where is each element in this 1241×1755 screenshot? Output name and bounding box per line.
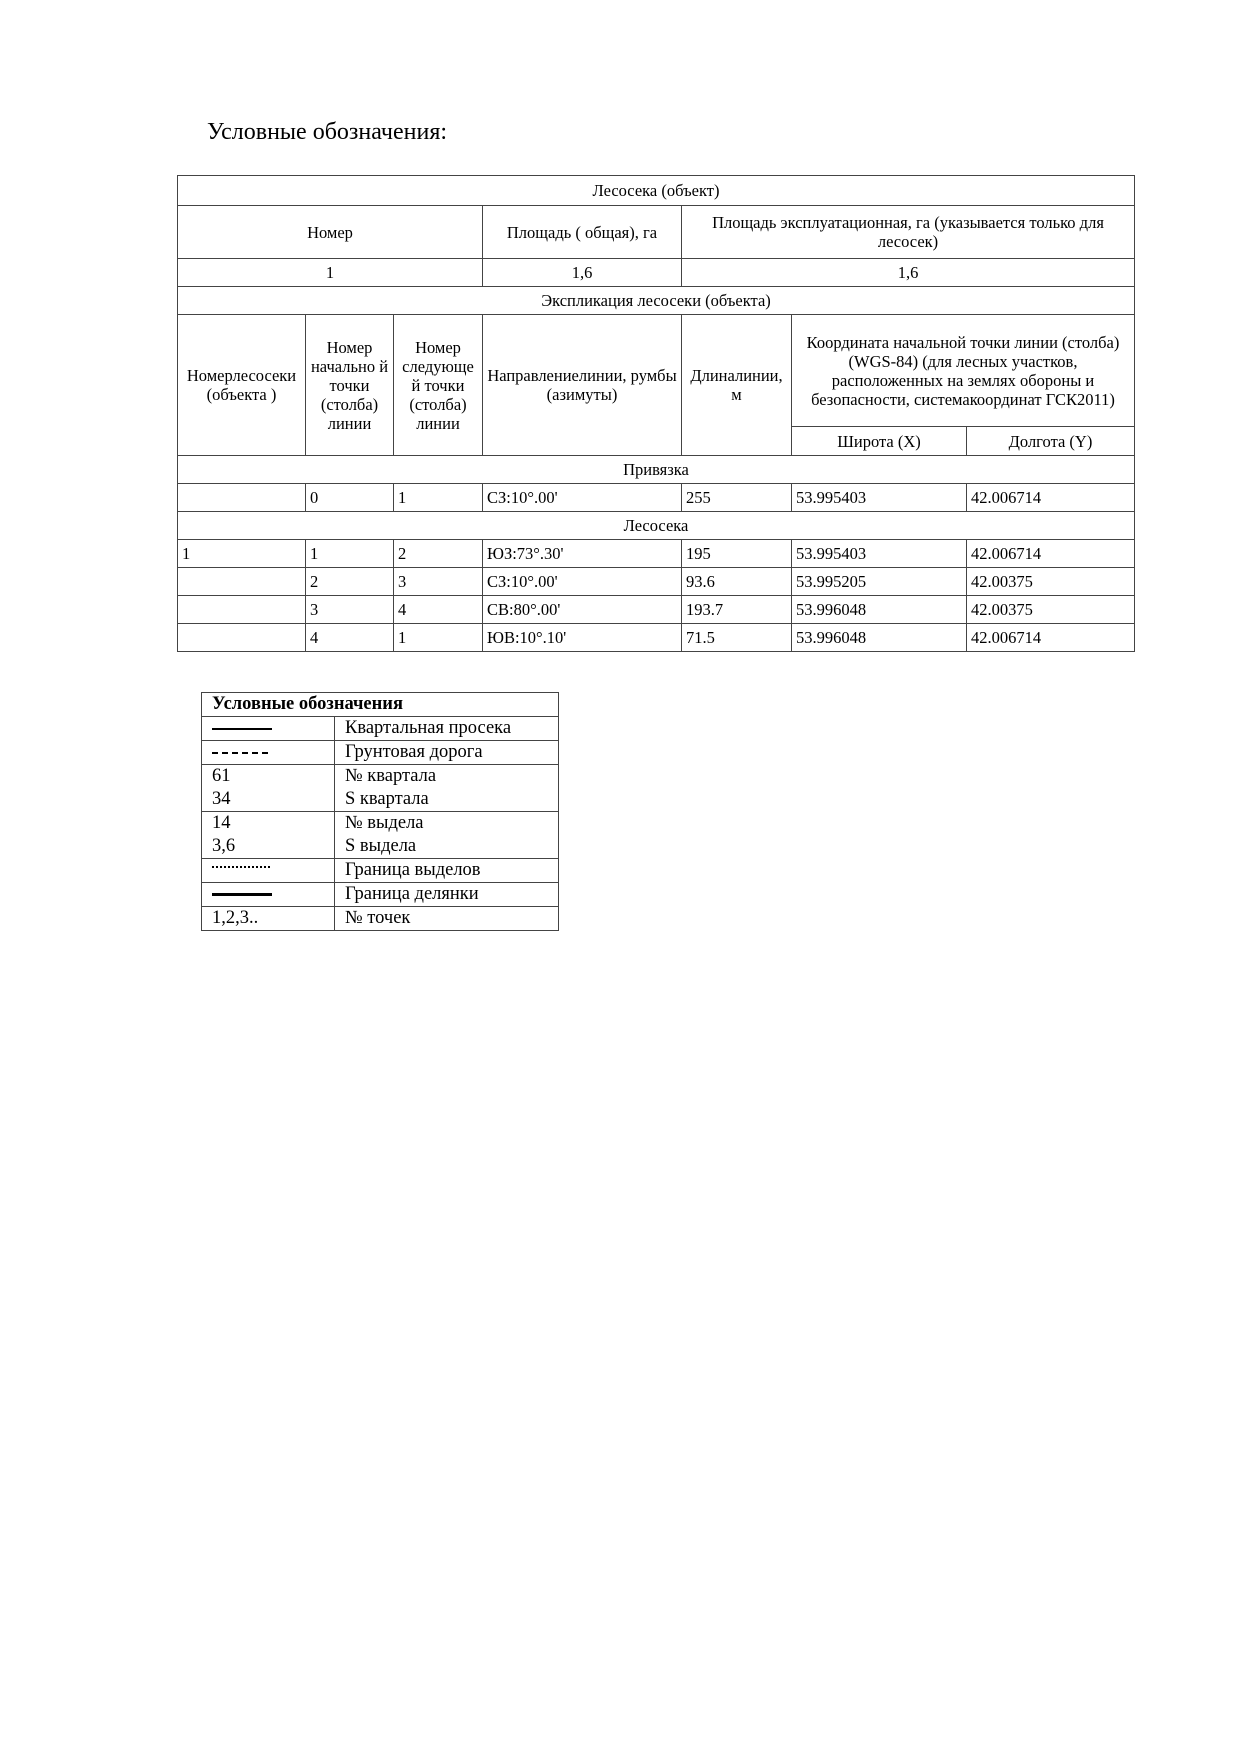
legend-row xyxy=(202,741,559,765)
header-object: Лесосека (объект) xyxy=(178,176,1135,206)
legend-row xyxy=(202,812,559,859)
cell-lon: 42.006714 xyxy=(967,484,1135,512)
header-number: Номер xyxy=(178,206,483,259)
header-plot-number: Номерлесосеки (объекта ) xyxy=(178,315,306,456)
cell-lon: 42.006714 xyxy=(967,540,1135,568)
cell-next: 2 xyxy=(394,540,483,568)
legend-label: Грунтовая дорога xyxy=(335,741,559,765)
legend-label xyxy=(335,812,559,859)
value-area-exploit: 1,6 xyxy=(682,259,1135,287)
table-row xyxy=(178,624,1135,652)
legend-label xyxy=(335,765,559,812)
page-title: Условные обозначения: xyxy=(207,119,448,145)
section-binding: Привязка xyxy=(178,456,1135,484)
dotted-line-icon xyxy=(212,866,270,868)
cell-plot: 1 xyxy=(178,540,306,568)
cell-length: 193.7 xyxy=(682,596,792,624)
value-area-total: 1,6 xyxy=(483,259,682,287)
cell-lon: 42.00375 xyxy=(967,568,1135,596)
legend-label-bottom: S квартала xyxy=(345,789,429,809)
cell-lon: 42.006714 xyxy=(967,624,1135,652)
legend-row xyxy=(202,717,559,741)
header-area-exploit: Площадь эксплуатационная, га (указывается только для лесосек) xyxy=(682,206,1135,259)
legend-label-bottom: S выдела xyxy=(345,836,417,856)
header-next-point: Номер следующе й точки (столба) линии xyxy=(394,315,483,456)
legend-symbol xyxy=(202,859,335,883)
cell-direction: СЗ:10°.00' xyxy=(483,568,682,596)
legend-label-top: № квартала xyxy=(345,766,437,786)
cell-lat: 53.995403 xyxy=(792,484,967,512)
cell-length: 195 xyxy=(682,540,792,568)
header-area-total: Площадь ( общая), га xyxy=(483,206,682,259)
legend-label: № точек xyxy=(335,907,559,931)
legend-symbol-top: 61 xyxy=(212,766,231,786)
thick-line-icon xyxy=(212,893,272,896)
plot-table xyxy=(177,175,1135,652)
legend-symbol xyxy=(202,765,335,812)
table-row xyxy=(178,484,1135,512)
legend-table xyxy=(201,692,559,931)
cell-start: 0 xyxy=(306,484,394,512)
cell-length: 255 xyxy=(682,484,792,512)
legend-label-top: № выдела xyxy=(345,813,424,833)
cell-lon: 42.00375 xyxy=(967,596,1135,624)
legend-row xyxy=(202,859,559,883)
legend-label: Граница выделов xyxy=(335,859,559,883)
cell-start: 1 xyxy=(306,540,394,568)
legend-label: Граница делянки xyxy=(335,883,559,907)
cell-direction: ЮВ:10°.10' xyxy=(483,624,682,652)
value-number: 1 xyxy=(178,259,483,287)
cell-lat: 53.995403 xyxy=(792,540,967,568)
legend-symbol xyxy=(202,717,335,741)
explication-title: Экспликация лесосеки (объекта) xyxy=(178,287,1135,315)
table-row xyxy=(178,596,1135,624)
legend-symbol: 1,2,3.. xyxy=(202,907,335,931)
cell-length: 71.5 xyxy=(682,624,792,652)
solid-line-icon xyxy=(212,728,272,730)
table-row xyxy=(178,568,1135,596)
cell-direction: СЗ:10°.00' xyxy=(483,484,682,512)
cell-plot xyxy=(178,484,306,512)
dashed-line-icon xyxy=(212,752,268,754)
cell-lat: 53.995205 xyxy=(792,568,967,596)
cell-next: 1 xyxy=(394,484,483,512)
legend-symbol-bottom: 34 xyxy=(212,789,231,809)
cell-direction: СВ:80°.00' xyxy=(483,596,682,624)
legend-symbol xyxy=(202,883,335,907)
section-plot: Лесосека xyxy=(178,512,1135,540)
legend-row xyxy=(202,907,559,931)
cell-next: 1 xyxy=(394,624,483,652)
header-direction: Направлениелинии, румбы (азимуты) xyxy=(483,315,682,456)
legend-symbol-top: 14 xyxy=(212,813,231,833)
legend-title: Условные обозначения xyxy=(202,693,559,717)
table-row xyxy=(178,540,1135,568)
legend-label: Квартальная просека xyxy=(335,717,559,741)
cell-lat: 53.996048 xyxy=(792,624,967,652)
legend-symbol xyxy=(202,741,335,765)
header-coordinate: Координата начальной точки линии (столба) (WGS-84) (для лесных участков, расположенных на землях обороны и безопасности, системакоординат ГСК2011) xyxy=(792,315,1135,427)
cell-next: 3 xyxy=(394,568,483,596)
cell-lat: 53.996048 xyxy=(792,596,967,624)
header-longitude: Долгота (Y) xyxy=(967,427,1135,456)
cell-start: 2 xyxy=(306,568,394,596)
legend-row xyxy=(202,883,559,907)
cell-plot xyxy=(178,596,306,624)
cell-direction: ЮЗ:73°.30' xyxy=(483,540,682,568)
legend-row xyxy=(202,765,559,812)
legend-symbol-bottom: 3,6 xyxy=(212,836,236,856)
header-latitude: Широта (X) xyxy=(792,427,967,456)
legend-symbol xyxy=(202,812,335,859)
cell-length: 93.6 xyxy=(682,568,792,596)
cell-start: 4 xyxy=(306,624,394,652)
cell-plot xyxy=(178,568,306,596)
cell-next: 4 xyxy=(394,596,483,624)
header-start-point: Номер начально й точки (столба) линии xyxy=(306,315,394,456)
cell-plot xyxy=(178,624,306,652)
header-length: Длиналинии, м xyxy=(682,315,792,456)
cell-start: 3 xyxy=(306,596,394,624)
